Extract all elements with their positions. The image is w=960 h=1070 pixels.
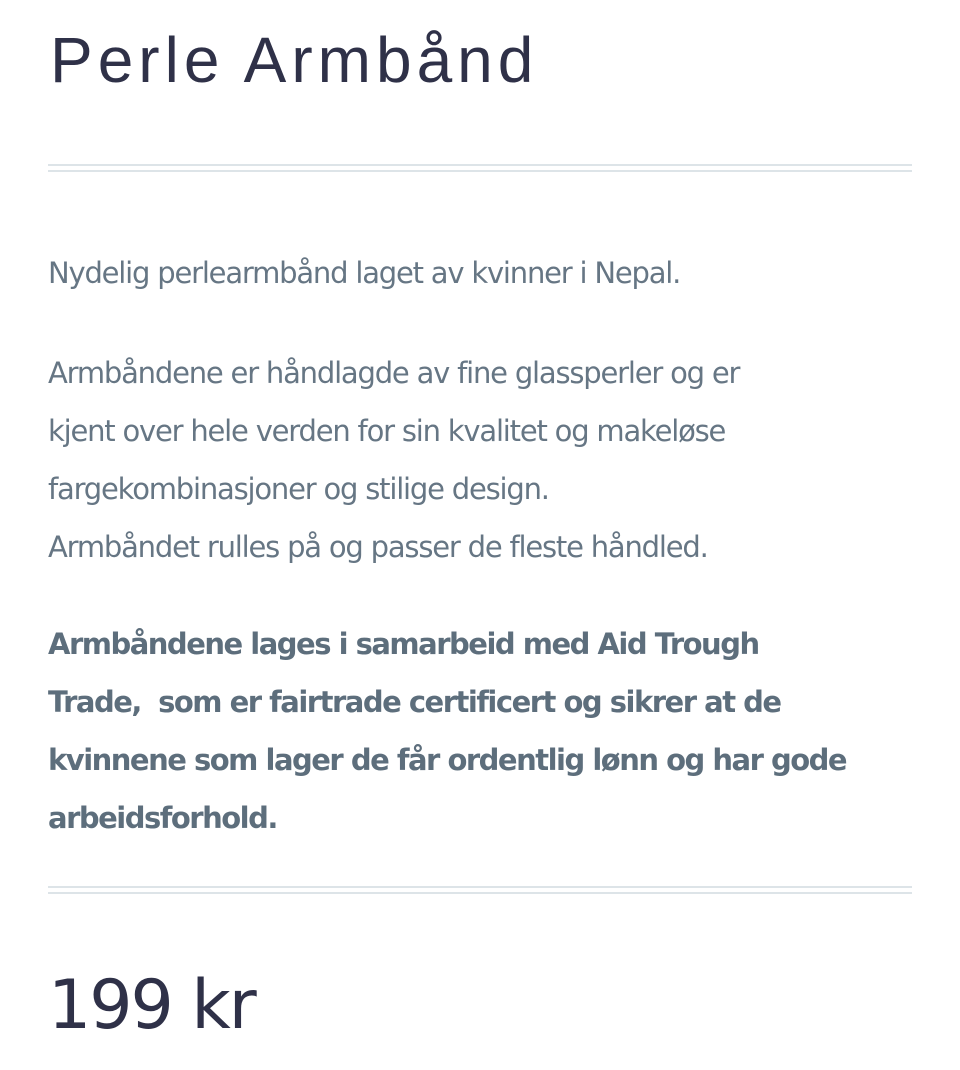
description-line: Armbåndene er håndlagde av fine glassperler og er — [48, 356, 740, 390]
fairtrade-line: arbeidsforhold. — [48, 801, 277, 835]
product-description — [48, 344, 912, 576]
divider-top — [48, 164, 912, 172]
description-line: fargekombinasjoner og stilige design. — [48, 472, 549, 506]
description-line: Armbåndet rulles på og passer de fleste håndled. — [48, 530, 708, 564]
fairtrade-line: Trade, som er fairtrade certificert og sikrer at de — [48, 685, 781, 719]
product-intro: Nydelig perlearmbånd laget av kvinner i Nepal. — [48, 256, 681, 290]
description-line: kjent over hele verden for sin kvalitet og makeløse — [48, 414, 726, 448]
product-title: Perle Armbånd — [50, 24, 539, 96]
fairtrade-line: Armbåndene lages i samarbeid med Aid Trough — [48, 627, 759, 661]
fairtrade-statement — [48, 615, 912, 847]
divider-bottom — [48, 886, 912, 894]
fairtrade-line: kvinnene som lager de får ordentlig lønn og har gode — [48, 743, 847, 777]
product-price: 199 kr — [48, 966, 255, 1045]
